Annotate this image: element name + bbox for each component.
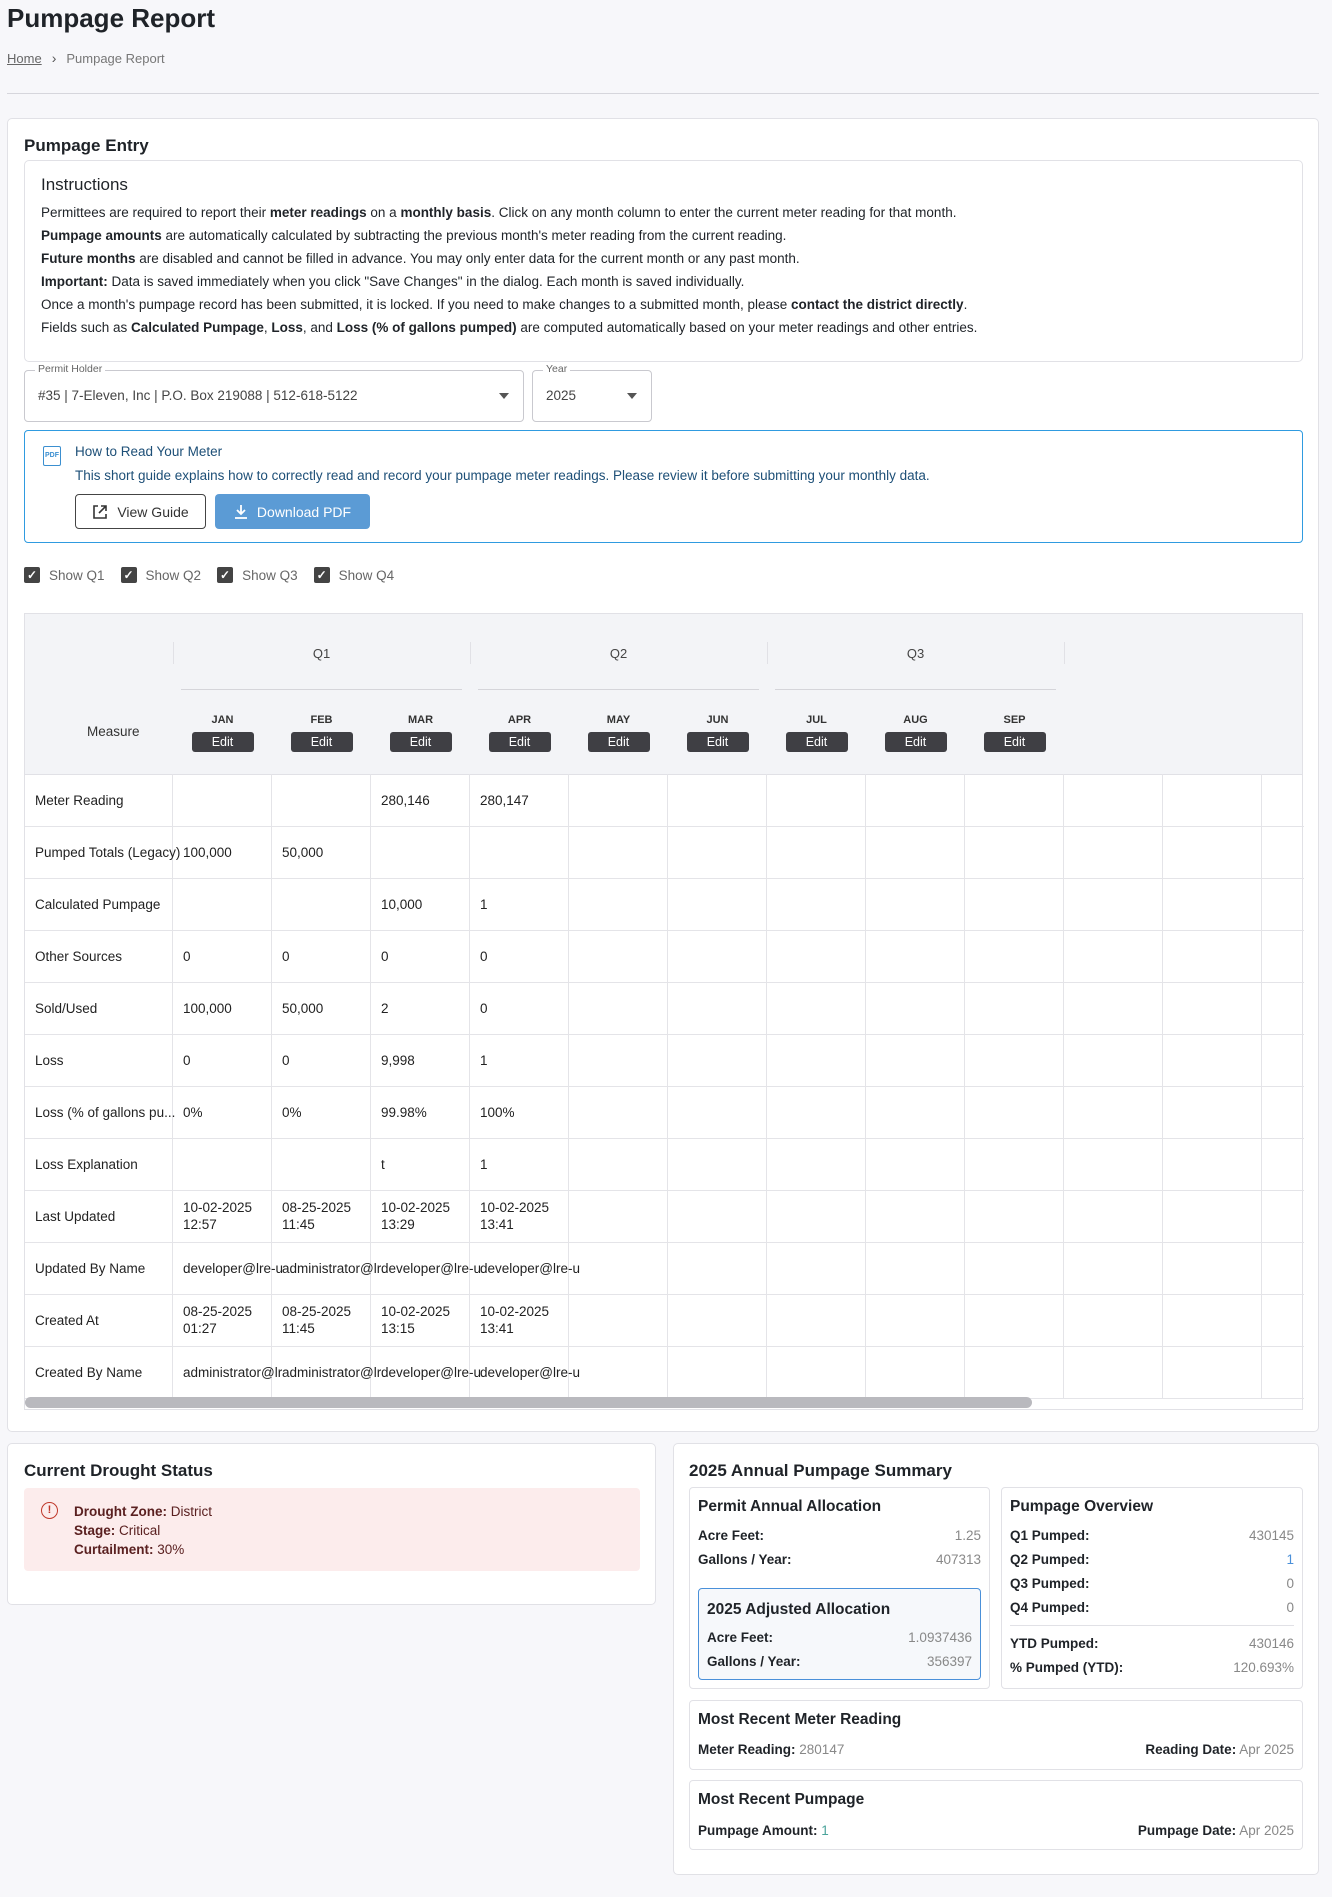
month-header-feb: FEB <box>310 714 333 726</box>
instructions-title: Instructions <box>41 175 128 194</box>
table-cell[interactable] <box>569 1294 668 1346</box>
row-label: Loss (% of gallons pu... <box>25 1086 173 1138</box>
table-cell[interactable] <box>866 1086 965 1138</box>
table-cell[interactable] <box>965 826 1064 878</box>
table-cell[interactable] <box>965 1346 1064 1398</box>
table-cell[interactable] <box>965 1086 1064 1138</box>
show-q3-label: Show Q3 <box>242 567 298 583</box>
table-cell[interactable] <box>767 930 866 982</box>
table-row <box>25 826 1304 879</box>
table-cell[interactable]: 10-02-2025 12:57 <box>173 1190 272 1242</box>
table-cell[interactable]: administrator@lr <box>272 1242 371 1294</box>
curtailment-value: 30% <box>157 1542 185 1557</box>
year-value: 2025 <box>546 388 577 403</box>
show-q3-checkbox[interactable] <box>217 567 298 583</box>
chevron-right-icon: › <box>51 50 57 66</box>
page-title: Pumpage Report <box>7 3 216 33</box>
table-cell[interactable]: 0 <box>470 930 569 982</box>
recent-pumpage-amount: Pumpage Amount: 1 <box>698 1823 829 1838</box>
table-cell[interactable] <box>866 1034 965 1086</box>
table-cell[interactable]: 10,000 <box>371 878 470 930</box>
table-cell[interactable] <box>668 1242 767 1294</box>
edit-jan-button[interactable]: Edit <box>192 732 254 752</box>
table-cell <box>1064 878 1163 930</box>
dropdown-arrow-icon <box>499 393 509 399</box>
table-cell[interactable]: 0% <box>173 1086 272 1138</box>
table-cell <box>1163 878 1262 930</box>
recent-meter-date: Reading Date: Apr 2025 <box>1145 1742 1294 1757</box>
table-cell[interactable] <box>767 826 866 878</box>
table-cell[interactable]: 0 <box>272 930 371 982</box>
annual-summary-title: 2025 Annual Pumpage Summary <box>689 1461 952 1480</box>
checkmark-icon: ✓ <box>121 567 137 583</box>
overview-divider <box>1010 1625 1294 1626</box>
table-cell[interactable]: 100,000 <box>173 982 272 1034</box>
permit-allocation-card <box>689 1487 990 1689</box>
table-cell[interactable]: 0 <box>272 1034 371 1086</box>
q4-pumped: Q4 Pumped: 0 <box>1010 1600 1294 1615</box>
month-header-sep: SEP <box>1003 714 1026 726</box>
quarter-header-q2: Q2 <box>609 646 628 661</box>
row-label: Updated By Name <box>25 1242 173 1294</box>
table-cell[interactable] <box>965 1190 1064 1242</box>
table-cell <box>1163 1034 1262 1086</box>
table-cell[interactable] <box>371 826 470 878</box>
row-label: Loss Explanation <box>25 1138 173 1190</box>
table-cell[interactable] <box>767 878 866 930</box>
table-cell[interactable] <box>668 1034 767 1086</box>
table-cell[interactable] <box>866 826 965 878</box>
table-cell[interactable] <box>767 1346 866 1398</box>
allocation-acre-feet: Acre Feet: 1.25 <box>698 1528 981 1543</box>
table-cell <box>1064 1294 1163 1346</box>
row-label: Pumped Totals (Legacy) <box>25 826 173 878</box>
download-pdf-button[interactable] <box>215 494 370 529</box>
row-label: Calculated Pumpage <box>25 878 173 930</box>
table-cell[interactable]: developer@lre-u <box>470 1346 569 1398</box>
table-cell[interactable]: 280,146 <box>371 774 470 826</box>
drought-stage-value: Critical <box>119 1523 161 1538</box>
table-cell[interactable]: 08-25-2025 11:45 <box>272 1190 371 1242</box>
measure-column-header: Measure <box>87 724 140 739</box>
table-cell[interactable] <box>767 1086 866 1138</box>
table-cell <box>1064 774 1163 826</box>
table-cell[interactable]: 99.98% <box>371 1086 470 1138</box>
table-cell[interactable]: 280,147 <box>470 774 569 826</box>
table-cell[interactable]: 1 <box>470 1034 569 1086</box>
table-cell[interactable] <box>965 1242 1064 1294</box>
show-q2-checkbox[interactable] <box>121 567 202 583</box>
table-cell[interactable] <box>569 1190 668 1242</box>
table-cell[interactable] <box>668 982 767 1034</box>
table-cell[interactable] <box>569 826 668 878</box>
table-cell <box>1064 1034 1163 1086</box>
row-label: Last Updated <box>25 1190 173 1242</box>
table-cell[interactable]: 0 <box>470 982 569 1034</box>
download-pdf-label: Download PDF <box>256 503 352 520</box>
table-cell <box>1163 1294 1262 1346</box>
quarter-separator <box>470 642 471 664</box>
table-cell[interactable] <box>767 1138 866 1190</box>
download-icon <box>234 504 248 520</box>
quarter-underline <box>478 689 759 690</box>
view-guide-button[interactable] <box>75 494 206 529</box>
table-cell <box>1163 1242 1262 1294</box>
table-cell <box>1163 774 1262 826</box>
table-cell[interactable]: 08-25-2025 11:45 <box>272 1294 371 1346</box>
table-cell[interactable] <box>767 1242 866 1294</box>
guide-title: How to Read Your Meter <box>75 444 223 459</box>
instruction-line: Pumpage amounts are automatically calculated by subtracting the previous month's meter reading from the current reading. <box>41 228 787 243</box>
table-cell[interactable] <box>668 1138 767 1190</box>
table-cell[interactable]: 9,998 <box>371 1034 470 1086</box>
table-row <box>25 1138 1304 1191</box>
table-cell[interactable] <box>668 826 767 878</box>
permit-holder-value: #35 | 7-Eleven, Inc | P.O. Box 219088 | 512-618-5122 <box>38 388 358 403</box>
table-cell[interactable] <box>866 1138 965 1190</box>
quarter-header-q3: Q3 <box>906 646 925 661</box>
dropdown-arrow-icon <box>627 393 637 399</box>
table-row <box>25 1294 1304 1347</box>
edit-feb-button[interactable]: Edit <box>291 732 353 752</box>
table-row <box>25 1086 1304 1139</box>
table-row <box>25 930 1304 983</box>
table-cell[interactable]: 1 <box>470 1138 569 1190</box>
table-cell[interactable] <box>767 1034 866 1086</box>
q3-pumped: Q3 Pumped: 0 <box>1010 1576 1294 1591</box>
table-cell[interactable] <box>668 1346 767 1398</box>
table-cell[interactable]: 100% <box>470 1086 569 1138</box>
breadcrumb-home-link[interactable]: Home <box>7 50 42 66</box>
table-row <box>25 1346 1304 1399</box>
year-label: Year <box>543 363 570 375</box>
instruction-line: Once a month's pumpage record has been submitted, it is locked. If you need to make changes to a submitted month, please contact the district directly. <box>41 297 968 312</box>
allocation-gallons: Gallons / Year: 407313 <box>698 1552 981 1567</box>
row-label: Created At <box>25 1294 173 1346</box>
table-cell <box>1064 1190 1163 1242</box>
pumpage-grid <box>24 613 1303 1410</box>
table-cell[interactable]: 08-25-2025 01:27 <box>173 1294 272 1346</box>
percent-pumped-ytd: % Pumped (YTD): 120.693% <box>1010 1660 1294 1675</box>
table-cell[interactable] <box>866 1294 965 1346</box>
table-cell[interactable] <box>569 1346 668 1398</box>
table-cell[interactable] <box>866 1346 965 1398</box>
pumpage-overview-title: Pumpage Overview <box>1010 1498 1154 1515</box>
table-cell <box>1163 1346 1262 1398</box>
table-cell[interactable] <box>965 1034 1064 1086</box>
table-cell[interactable] <box>569 982 668 1034</box>
table-cell[interactable]: 2 <box>371 982 470 1034</box>
table-cell[interactable] <box>866 878 965 930</box>
quarter-separator <box>173 642 174 664</box>
table-cell <box>1064 1242 1163 1294</box>
table-cell[interactable] <box>668 930 767 982</box>
recent-meter-reading: Meter Reading: 280147 <box>698 1742 845 1757</box>
annual-summary-card <box>673 1443 1319 1875</box>
table-cell[interactable] <box>965 878 1064 930</box>
pumpage-entry-title: Pumpage Entry <box>24 136 149 155</box>
pumpage-entry-card <box>7 118 1319 1432</box>
table-cell[interactable]: 1 <box>470 878 569 930</box>
month-header-apr: APR <box>507 714 532 726</box>
grid-header <box>25 614 1302 775</box>
quarter-underline <box>775 689 1056 690</box>
table-cell <box>1163 1086 1262 1138</box>
table-cell <box>1064 930 1163 982</box>
table-cell[interactable]: 50,000 <box>272 826 371 878</box>
month-header-may: MAY <box>606 714 631 726</box>
table-cell[interactable]: 10-02-2025 13:29 <box>371 1190 470 1242</box>
table-cell[interactable]: 10-02-2025 13:41 <box>470 1294 569 1346</box>
table-cell[interactable] <box>767 1294 866 1346</box>
drought-status-title: Current Drought Status <box>24 1461 213 1480</box>
table-cell[interactable] <box>569 930 668 982</box>
table-cell[interactable] <box>767 774 866 826</box>
table-cell[interactable] <box>668 774 767 826</box>
pumpage-overview-card <box>1001 1487 1303 1689</box>
table-cell[interactable]: developer@lre-u <box>371 1242 470 1294</box>
view-guide-label: View Guide <box>117 503 189 520</box>
adjusted-allocation-card <box>698 1588 981 1680</box>
month-header-jun: JUN <box>706 714 729 726</box>
meter-guide-box <box>24 430 1303 543</box>
checkmark-icon: ✓ <box>24 567 40 583</box>
recent-pumpage-title: Most Recent Pumpage <box>698 1791 865 1808</box>
table-cell[interactable] <box>965 982 1064 1034</box>
table-cell[interactable]: 100,000 <box>173 826 272 878</box>
table-cell[interactable]: 0% <box>272 1086 371 1138</box>
table-cell[interactable] <box>866 774 965 826</box>
alert-circle-icon: ! <box>41 1502 58 1519</box>
table-cell[interactable]: 0 <box>173 930 272 982</box>
edit-sep-button[interactable]: Edit <box>984 732 1046 752</box>
edit-aug-button[interactable]: Edit <box>885 732 947 752</box>
table-cell[interactable] <box>668 1190 767 1242</box>
table-cell[interactable] <box>668 1294 767 1346</box>
table-cell[interactable]: 50,000 <box>272 982 371 1034</box>
table-cell[interactable] <box>668 1086 767 1138</box>
table-cell <box>1163 930 1262 982</box>
table-cell[interactable] <box>866 1190 965 1242</box>
q2-pumped: Q2 Pumped: 1 <box>1010 1552 1294 1567</box>
table-cell[interactable]: 0 <box>371 930 470 982</box>
quarter-underline <box>181 689 462 690</box>
table-cell[interactable] <box>569 1138 668 1190</box>
show-q2-label: Show Q2 <box>145 567 202 583</box>
table-cell[interactable]: developer@lre-u <box>371 1346 470 1398</box>
table-cell[interactable]: administrator@lr <box>272 1346 371 1398</box>
permit-allocation-title: Permit Annual Allocation <box>698 1498 882 1515</box>
table-cell[interactable] <box>569 774 668 826</box>
row-label: Meter Reading <box>25 774 173 826</box>
adjusted-acre-feet: Acre Feet: 1.0937436 <box>707 1630 972 1645</box>
show-q4-checkbox[interactable] <box>314 567 395 583</box>
adjusted-gallons: Gallons / Year: 356397 <box>707 1654 972 1669</box>
recent-meter-title: Most Recent Meter Reading <box>698 1711 902 1728</box>
curtailment-label: Curtailment: <box>74 1542 154 1557</box>
table-row <box>25 1034 1304 1087</box>
drought-stage-label: Stage: <box>74 1523 116 1538</box>
guide-description: This short guide explains how to correctly read and record your pumpage meter readings. Please review it before submitting your monthly data. <box>75 468 930 483</box>
table-cell[interactable]: 10-02-2025 13:15 <box>371 1294 470 1346</box>
month-header-jul: JUL <box>806 714 827 726</box>
row-label: Other Sources <box>25 930 173 982</box>
breadcrumb-current: Pumpage Report <box>66 50 165 66</box>
table-row <box>25 878 1304 931</box>
drought-zone-label: Drought Zone: <box>74 1504 167 1519</box>
checkmark-icon: ✓ <box>314 567 330 583</box>
table-cell <box>1064 982 1163 1034</box>
table-cell[interactable] <box>965 1294 1064 1346</box>
month-header-aug: AUG <box>903 714 928 726</box>
table-cell[interactable] <box>173 878 272 930</box>
adjusted-allocation-title: 2025 Adjusted Allocation <box>707 1601 891 1618</box>
pdf-icon: PDF <box>43 446 61 466</box>
month-header-mar: MAR <box>407 714 434 726</box>
show-q1-label: Show Q1 <box>49 567 105 583</box>
drought-zone-value: District <box>170 1504 212 1519</box>
table-cell[interactable] <box>272 878 371 930</box>
breadcrumb <box>7 50 165 66</box>
drought-status-card <box>7 1443 656 1605</box>
table-cell[interactable] <box>767 982 866 1034</box>
table-row <box>25 1190 1304 1243</box>
table-cell[interactable] <box>767 1190 866 1242</box>
show-q4-label: Show Q4 <box>338 567 395 583</box>
edit-jun-button[interactable]: Edit <box>687 732 749 752</box>
q1-pumped: Q1 Pumped: 430145 <box>1010 1528 1294 1543</box>
table-cell[interactable] <box>272 774 371 826</box>
table-cell[interactable] <box>569 878 668 930</box>
table-cell <box>1163 826 1262 878</box>
table-cell[interactable] <box>866 930 965 982</box>
table-cell[interactable] <box>965 774 1064 826</box>
quarter-separator <box>1064 642 1065 664</box>
table-cell[interactable] <box>569 1034 668 1086</box>
recent-pumpage-date: Pumpage Date: Apr 2025 <box>1137 1823 1294 1838</box>
table-cell[interactable]: administrator@lr <box>173 1346 272 1398</box>
table-cell <box>1163 1190 1262 1242</box>
checkmark-icon: ✓ <box>217 567 233 583</box>
recent-meter-card <box>689 1700 1303 1770</box>
table-cell <box>1163 1138 1262 1190</box>
header-divider <box>7 93 1319 94</box>
table-cell[interactable] <box>965 930 1064 982</box>
row-label: Created By Name <box>25 1346 173 1398</box>
table-cell <box>1064 1086 1163 1138</box>
table-cell[interactable] <box>965 1138 1064 1190</box>
table-cell[interactable]: 0 <box>173 1034 272 1086</box>
table-cell[interactable]: t <box>371 1138 470 1190</box>
row-label: Sold/Used <box>25 982 173 1034</box>
horizontal-scrollbar[interactable] <box>25 1397 1032 1408</box>
instructions-panel <box>24 160 1303 362</box>
table-cell[interactable] <box>272 1138 371 1190</box>
external-link-icon <box>92 504 108 520</box>
month-header-jan: JAN <box>211 714 234 726</box>
table-cell[interactable]: 10-02-2025 13:41 <box>470 1190 569 1242</box>
edit-apr-button[interactable]: Edit <box>489 732 551 752</box>
table-cell[interactable]: developer@lre-u <box>173 1242 272 1294</box>
edit-may-button[interactable]: Edit <box>588 732 650 752</box>
edit-mar-button[interactable]: Edit <box>390 732 452 752</box>
instructions-text <box>41 201 1286 339</box>
ytd-pumped: YTD Pumped: 430146 <box>1010 1636 1294 1651</box>
table-cell <box>1163 982 1262 1034</box>
edit-jul-button[interactable]: Edit <box>786 732 848 752</box>
recent-pumpage-card <box>689 1780 1303 1850</box>
row-label: Loss <box>25 1034 173 1086</box>
table-cell[interactable]: developer@lre-u <box>470 1242 569 1294</box>
table-cell <box>1064 1138 1163 1190</box>
table-cell[interactable] <box>866 1242 965 1294</box>
instruction-line: Permittees are required to report their meter readings on a monthly basis. Click on any month column to enter the current meter reading for that month. <box>41 205 957 220</box>
table-cell[interactable] <box>668 878 767 930</box>
table-cell[interactable] <box>569 1086 668 1138</box>
quarter-separator <box>767 642 768 664</box>
table-cell <box>1064 826 1163 878</box>
table-cell[interactable] <box>470 826 569 878</box>
table-cell <box>1064 1346 1163 1398</box>
table-cell[interactable] <box>173 774 272 826</box>
table-cell[interactable] <box>173 1138 272 1190</box>
table-row <box>25 1242 1304 1295</box>
drought-alert <box>24 1488 640 1571</box>
table-row <box>25 982 1304 1035</box>
table-cell[interactable] <box>569 1242 668 1294</box>
table-row <box>25 774 1304 827</box>
year-select[interactable] <box>532 363 652 422</box>
show-q1-checkbox[interactable] <box>24 567 105 583</box>
quarter-header-q1: Q1 <box>312 646 331 661</box>
table-cell[interactable] <box>866 982 965 1034</box>
permit-holder-select[interactable] <box>24 363 524 422</box>
instruction-line: Future months are disabled and cannot be filled in advance. You may only enter data for the current month or any past month. <box>41 251 800 266</box>
quarter-toggles <box>24 567 394 583</box>
instruction-line: Fields such as Calculated Pumpage, Loss, and Loss (% of gallons pumped) are computed automatically based on your meter readings and other entries. <box>41 320 978 335</box>
instruction-line: Important: Data is saved immediately when you click "Save Changes" in the dialog. Each month is saved individually. <box>41 274 745 289</box>
permit-holder-label: Permit Holder <box>35 363 105 375</box>
